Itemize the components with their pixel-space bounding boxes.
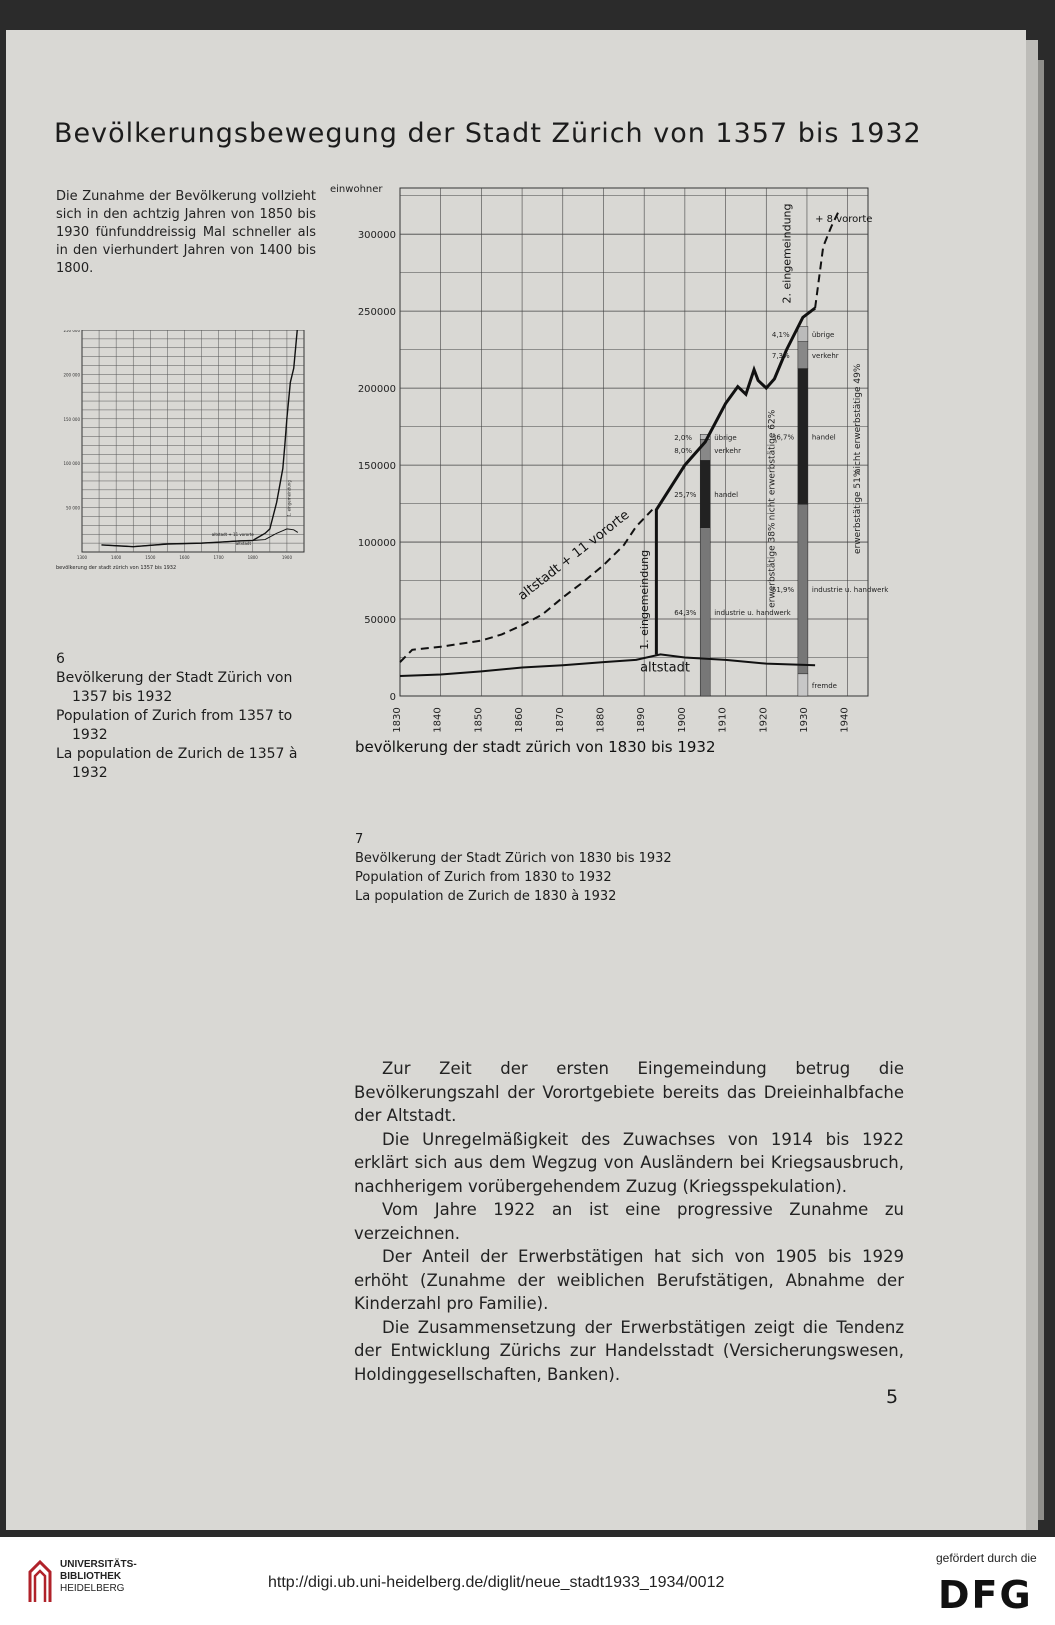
bar-segment-handel bbox=[700, 460, 710, 527]
x-tick-label: 1600 bbox=[179, 555, 190, 560]
figure-6-caption bbox=[56, 650, 316, 783]
x-tick-label: 1800 bbox=[247, 555, 258, 560]
x-tick-label: 1860 bbox=[514, 707, 526, 733]
bar-segment--brige bbox=[798, 327, 808, 342]
page-title: Bevölkerungsbewegung der Stadt Zürich von 1357 bis 1932 bbox=[54, 118, 922, 149]
y-tick-label: 50 000 bbox=[66, 505, 80, 511]
bar-segment-name: verkehr bbox=[811, 352, 839, 361]
erwerbstaetige-label: erwerbstätige 38% bbox=[767, 522, 778, 608]
y-tick-label: 0 bbox=[389, 692, 396, 703]
erwerbstaetige-label: erwerbstätige 51% bbox=[852, 468, 863, 554]
chart-1357-1932 bbox=[56, 330, 316, 610]
bar-segment-percent: 36,7% bbox=[771, 433, 795, 442]
x-tick-label: 1900 bbox=[676, 707, 688, 733]
bar-segment-name: fremde bbox=[811, 681, 837, 690]
bar-segment-percent: 7,3% bbox=[771, 352, 790, 361]
y-tick-label: 50000 bbox=[364, 615, 396, 627]
x-tick-label: 1500 bbox=[145, 555, 156, 560]
body-paragraph: Der Anteil der Erwerbstätigen hat sich von 1905 bis 1929 erhöht (Zunahme der weiblichen Berufstätigen, Abnahme der Kinderzahl pro Familie). bbox=[354, 1247, 904, 1313]
body-paragraph: Die Zusammensetzung der Erwerbstätigen zeigt die Tendenz der Entwicklung Zürichs zur Handelsstadt (Versicherungswesen, Holdinggesellschaften, Banken). bbox=[354, 1317, 904, 1384]
series-line-1-eingemeindung bbox=[656, 308, 815, 654]
y-tick-label: 150 000 bbox=[63, 416, 80, 422]
series-line-altstadt bbox=[101, 529, 297, 547]
annotation-label: + 8 vororte bbox=[815, 213, 873, 225]
y-tick-label: 100 000 bbox=[63, 461, 80, 467]
intro-paragraph: Die Zunahme der Bevölkerung vollzieht sich in den achtzig Jahren von 1850 bis 1930 fünfunddreissig Mal schneller als in den vierhundert Jahren von 1400 bis 1800. bbox=[56, 189, 316, 276]
chart-title: bevölkerung der stadt zürich von 1357 bis 1932 bbox=[56, 565, 177, 571]
page-number: 5 bbox=[886, 1386, 899, 1408]
bar-segment-name: verkehr bbox=[714, 447, 741, 456]
bar-segment-fremde bbox=[798, 674, 808, 696]
bar-segment-percent: 25,7% bbox=[674, 491, 697, 500]
figure-7-caption-de: Bevölkerung der Stadt Zürich von 1830 bis 1932 bbox=[355, 851, 672, 866]
bar-segment-industrie-u-handwerk bbox=[700, 528, 710, 696]
body-paragraph: Die Unregelmäßigkeit des Zuwachses von 1914 bis 1922 erklärt sich aus dem Wegzug von Ausländern bei Kriegsausbruch, nachherigem vorübergehendem Zuzug (Kriegsspekulation). bbox=[354, 1129, 904, 1196]
page-edge-shadow bbox=[1038, 60, 1044, 1520]
body-paragraph: Zur Zeit der ersten Eingemeindung betrug die Bevölkerungszahl der Vorortgebiete bereits das Dreieinhalbfache der Altstadt. bbox=[354, 1059, 904, 1125]
library-name bbox=[60, 1559, 137, 1595]
x-tick-label: 1910 bbox=[717, 707, 729, 733]
bar-segment-percent: 51,9% bbox=[771, 586, 795, 595]
bar-segment-percent: 64,3% bbox=[674, 608, 697, 617]
nicht-erwerbstaetige-label: nicht erwerbstätige 49% bbox=[852, 363, 863, 475]
annotation-label: 1. eingemeindung bbox=[638, 549, 652, 650]
annotation-label: altstadt bbox=[640, 660, 690, 676]
nicht-erwerbstaetige-label: nicht erwerbstätige 62% bbox=[767, 409, 778, 521]
x-tick-label: 1830 bbox=[392, 707, 403, 733]
x-tick-label: 1890 bbox=[636, 707, 648, 733]
bar-segment-verkehr bbox=[798, 342, 808, 369]
library-name-line: HEIDELBERG bbox=[60, 1583, 125, 1594]
page-edge bbox=[1026, 40, 1038, 1530]
x-tick-label: 1700 bbox=[213, 555, 224, 560]
bar-segment-name: übrige bbox=[714, 433, 737, 442]
figure-7-caption-en: Population of Zurich from 1830 to 1932 bbox=[355, 870, 612, 885]
y-axis-label: einwohner bbox=[330, 184, 383, 195]
chart-title: bevölkerung der stadt zürich von 1830 bis 1932 bbox=[355, 738, 716, 756]
x-tick-label: 1880 bbox=[595, 707, 607, 733]
x-tick-label: 1920 bbox=[758, 707, 770, 733]
figure-7-number: 7 bbox=[355, 832, 364, 847]
bar-segment-name: übrige bbox=[811, 331, 835, 340]
dfg-logo: DFG bbox=[938, 1573, 1033, 1617]
source-url-link[interactable]: http://digi.ub.uni-heidelberg.de/diglit/neue_stadt1933_1934/0012 bbox=[268, 1574, 725, 1591]
x-tick-label: 1300 bbox=[76, 555, 88, 560]
x-tick-label: 1850 bbox=[473, 707, 485, 733]
annotation-label: 1. eingemeindung bbox=[286, 480, 292, 517]
bar-segment-industrie-u-handwerk bbox=[798, 504, 808, 674]
x-tick-label: 1940 bbox=[839, 707, 851, 733]
series-line-altstadt-11-vororte bbox=[101, 330, 297, 547]
figure-6-caption-de: Bevölkerung der Stadt Zürich von 1357 bis 1932 bbox=[56, 670, 293, 705]
y-tick-label: 150000 bbox=[357, 461, 396, 473]
figure-7-caption bbox=[355, 830, 755, 906]
y-tick-label: 200000 bbox=[357, 384, 396, 396]
bar-segment-percent: 8,0% bbox=[674, 447, 693, 456]
annotation-label: 2. eingemeindung bbox=[780, 203, 794, 304]
footer-bar bbox=[0, 1537, 1055, 1625]
university-library-logo-icon bbox=[26, 1554, 54, 1606]
bar-segment-name: handel bbox=[811, 433, 836, 442]
plot-frame bbox=[82, 330, 304, 552]
y-tick-label: 250000 bbox=[357, 307, 396, 319]
annotation-label: altstadt + 11 vororte bbox=[211, 532, 254, 538]
x-tick-label: 1400 bbox=[111, 555, 122, 560]
figure-7-caption-fr: La population de Zurich de 1830 à 1932 bbox=[355, 889, 617, 904]
annotation-label: altstadt + 11 vororte bbox=[515, 507, 633, 604]
figure-6-caption-fr: La population de Zurich de 1357 à 1932 bbox=[56, 746, 298, 781]
library-name-line: BIBLIOTHEK bbox=[60, 1571, 122, 1582]
y-tick-label: 100000 bbox=[357, 538, 396, 550]
annotation-label: altstadt bbox=[235, 540, 252, 546]
body-paragraph: Vom Jahre 1922 an ist eine progressive Zunahme zu verzeichnen. bbox=[354, 1200, 904, 1243]
x-tick-label: 1900 bbox=[281, 555, 293, 560]
bar-segment-handel bbox=[798, 369, 808, 505]
y-tick-label: 300000 bbox=[357, 230, 396, 242]
x-tick-label: 1840 bbox=[432, 707, 444, 733]
figure-6-caption-en: Population of Zurich from 1357 to 1932 bbox=[56, 708, 293, 743]
bar-segment-name: handel bbox=[714, 491, 739, 500]
bar-segment-name: industrie u. handwerk bbox=[811, 586, 889, 595]
library-name-line: UNIVERSITÄTS- bbox=[60, 1559, 137, 1570]
chart-1830-1932 bbox=[330, 180, 910, 790]
bar-segment-name: industrie u. handwerk bbox=[714, 608, 791, 617]
x-tick-label: 1870 bbox=[554, 707, 566, 733]
y-tick-label: 200 000 bbox=[63, 372, 80, 378]
bar-segment-percent: 4,1% bbox=[771, 331, 790, 340]
y-tick-label: 250 000 bbox=[63, 330, 80, 333]
body-text bbox=[354, 1057, 904, 1386]
bar-segment-percent: 2,0% bbox=[674, 433, 693, 442]
x-tick-label: 1930 bbox=[798, 707, 810, 733]
sponsor-label: gefördert durch die bbox=[936, 1551, 1037, 1565]
figure-6-number: 6 bbox=[56, 651, 65, 667]
